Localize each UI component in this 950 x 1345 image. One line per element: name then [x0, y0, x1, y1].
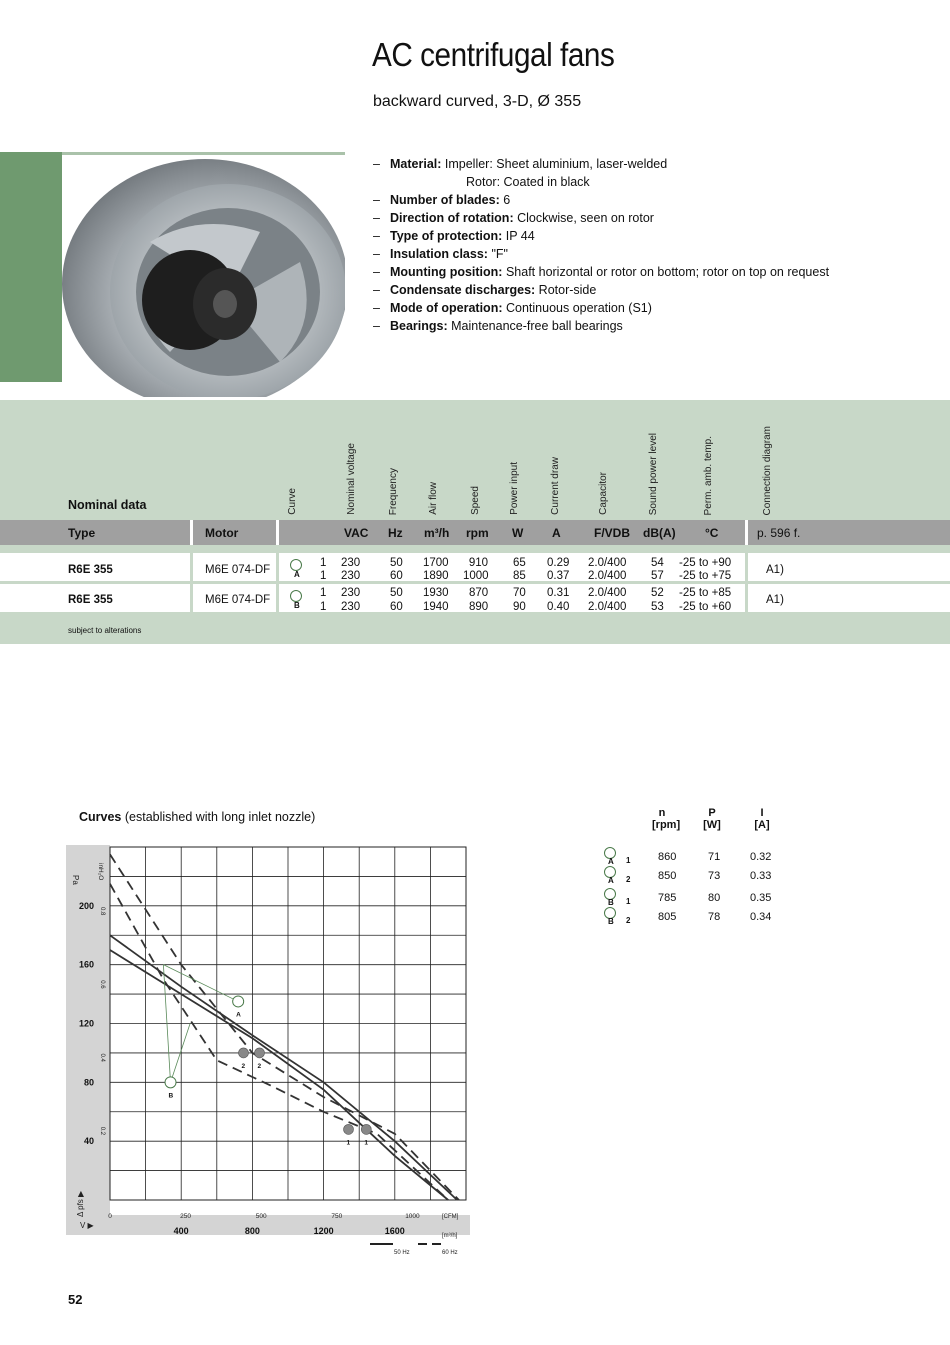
- spec-item: – Mounting position: Shaft horizontal or rotor on bottom; rotor on top on request: [373, 265, 830, 279]
- row-a-1: 0.29: [547, 557, 570, 569]
- row-phase-2: 1: [320, 601, 327, 613]
- pt-curve-label: A: [608, 876, 614, 885]
- col-conn: p. 596 f.: [757, 526, 801, 540]
- operating-point-b: [165, 1077, 176, 1088]
- col-motor: Motor: [205, 526, 239, 540]
- row-phase-1: 1: [320, 587, 327, 599]
- pt-p-value: 73: [708, 870, 721, 882]
- divider: [745, 520, 748, 545]
- pt-n-value: 805: [658, 911, 677, 923]
- chart-grid: [110, 847, 466, 1200]
- spec-item-continued: Rotor: Coated in black: [466, 175, 590, 189]
- col-flow: m³/h: [424, 526, 450, 540]
- pt-curve-label: A: [608, 857, 614, 866]
- operating-point-2: [239, 1048, 249, 1058]
- row-temp-1: -25 to +90: [679, 557, 732, 569]
- y-tick-pa: 80: [83, 1077, 94, 1088]
- operating-point-label: A: [236, 1011, 241, 1019]
- cfm-unit: [CFM]: [442, 1214, 459, 1220]
- y-tick-inh2o: 0.8: [98, 907, 105, 916]
- row-hz-1: 50: [390, 557, 403, 569]
- row-a-2: 0.37: [547, 570, 570, 582]
- row-hz-1: 50: [390, 587, 403, 599]
- row-rpm-2: 890: [469, 601, 489, 613]
- row-vac-2: 230: [341, 570, 361, 582]
- curve-label: B: [294, 601, 300, 610]
- spec-item: – Condensate discharges: Rotor-side: [373, 283, 597, 297]
- row-hz-2: 60: [390, 601, 403, 613]
- x-tick-cfm: 0: [108, 1213, 112, 1220]
- header-capacitor: Capacitor: [598, 472, 609, 515]
- row-temp-2: -25 to +60: [679, 601, 732, 613]
- row-db-1: 54: [651, 557, 664, 569]
- header-air-flow: Air flow: [428, 482, 439, 515]
- y-tick-inh2o: 0.6: [99, 980, 106, 989]
- pt-p-value: 80: [708, 892, 721, 904]
- header-nominal-voltage: Nominal voltage: [346, 443, 357, 515]
- row-vac-2: 230: [341, 601, 361, 613]
- curves-title: Curves (established with long inlet nozzle): [79, 810, 316, 824]
- row-db-1: 52: [651, 587, 664, 599]
- row-hz-2: 60: [390, 570, 403, 582]
- divider: [745, 584, 748, 612]
- spec-item: – Mode of operation: Continuous operation (S1): [373, 301, 652, 315]
- spec-item: – Bearings: Maintenance-free ball bearings: [373, 319, 623, 333]
- performance-chart: [66, 845, 470, 1261]
- x-tick-m3h: 400: [173, 1226, 189, 1236]
- pt-col-i: I [A]: [754, 807, 770, 831]
- row-vac-1: 230: [341, 557, 361, 569]
- row-conn: A1): [766, 564, 784, 576]
- x-tick-m3h: 1600: [384, 1226, 405, 1236]
- pt-col-p: P [W]: [703, 807, 721, 831]
- operating-point-label: 2: [241, 1062, 246, 1070]
- row-flow-2: 1890: [423, 570, 449, 582]
- y-tick-pa: 160: [78, 959, 94, 970]
- nominal-data-label: Nominal data: [68, 498, 147, 512]
- x-tick-cfm: 250: [180, 1213, 192, 1220]
- y-unit-pa: Pa: [71, 875, 80, 885]
- row-w-2: 90: [513, 601, 526, 613]
- fan-photo: [0, 152, 345, 397]
- curve-label: A: [294, 570, 300, 579]
- spec-item: – Material: Impeller: Sheet aluminium, laser-welded: [373, 157, 668, 171]
- pt-index: 2: [626, 875, 631, 884]
- divider: [276, 520, 279, 545]
- header-speed: Speed: [470, 486, 481, 515]
- y-tick-pa: 120: [78, 1018, 94, 1029]
- divider: [190, 553, 193, 581]
- header-amb-temp: Perm. amb. temp.: [703, 435, 714, 515]
- x-tick-cfm: 500: [255, 1213, 267, 1220]
- row-phase-2: 1: [320, 570, 327, 582]
- row-phase-1: 1: [320, 557, 327, 569]
- header-sound-power: Sound power level: [648, 432, 659, 515]
- page-title: AC centrifugal fans: [372, 36, 615, 73]
- operating-point-2: [255, 1048, 265, 1058]
- col-type: Type: [68, 526, 96, 540]
- pt-i-value: 0.35: [750, 892, 772, 904]
- row-type: R6E 355: [68, 594, 113, 606]
- operating-point-label: 2: [257, 1062, 262, 1070]
- pt-n-value: 785: [658, 892, 677, 904]
- x-axis-label: V ▶: [80, 1221, 94, 1230]
- header-connection: Connection diagram: [762, 425, 773, 515]
- row-w-2: 85: [513, 570, 526, 582]
- row-motor: M6E 074-DF: [205, 564, 271, 576]
- row-cap-1: 2.0/400: [588, 557, 627, 569]
- col-a: A: [552, 526, 561, 540]
- divider: [190, 520, 193, 545]
- divider: [745, 553, 748, 581]
- operating-point-label: B: [168, 1092, 174, 1100]
- row-flow-1: 1930: [423, 587, 449, 599]
- pt-col-n: n [rpm]: [652, 807, 681, 831]
- pt-index: 1: [626, 897, 631, 906]
- operating-point-a: [233, 996, 244, 1007]
- spec-item: – Direction of rotation: Clockwise, seen on rotor: [373, 211, 654, 225]
- row-vac-1: 230: [341, 587, 361, 599]
- row-rpm-2: 1000: [463, 570, 489, 582]
- col-vac: VAC: [344, 526, 369, 540]
- pt-index: 2: [626, 916, 631, 925]
- header-curve: Curve: [287, 488, 298, 515]
- spec-item: – Insulation class: "F": [373, 247, 508, 261]
- spec-list: [373, 155, 933, 335]
- row-rpm-1: 870: [469, 587, 489, 599]
- spec-item: – Number of blades: 6: [373, 193, 511, 207]
- pt-i-value: 0.34: [750, 911, 772, 923]
- legend-60hz: 60 Hz: [442, 1250, 458, 1256]
- x-tick-m3h: 800: [244, 1226, 260, 1236]
- row-motor: M6E 074-DF: [205, 594, 271, 606]
- y-tick-inh2o: 0.2: [99, 1126, 106, 1136]
- col-rpm: rpm: [466, 526, 489, 540]
- pt-n-value: 860: [658, 851, 677, 863]
- x-tick-m3h: 1200: [313, 1226, 334, 1236]
- col-db: dB(A): [643, 526, 676, 540]
- header-current-draw: Current draw: [550, 457, 561, 515]
- m3h-unit: [m³/h]: [442, 1233, 458, 1239]
- row-cap-2: 2.0/400: [588, 601, 627, 613]
- y-tick-pa: 40: [83, 1136, 94, 1147]
- row-db-2: 57: [651, 570, 664, 582]
- divider: [276, 553, 279, 581]
- col-cap: F/VDB: [594, 526, 630, 540]
- y-unit-inh2o: inH₂O: [97, 863, 104, 881]
- row-flow-2: 1940: [423, 601, 449, 613]
- pt-curve-label: B: [608, 917, 614, 926]
- operating-point-1: [344, 1124, 354, 1134]
- pt-i-value: 0.33: [750, 870, 772, 882]
- y-axis-label: Δ pfs ▶: [76, 1190, 85, 1217]
- page-number: 52: [68, 1292, 83, 1307]
- col-w: W: [512, 526, 524, 540]
- header-frequency: Frequency: [388, 467, 399, 515]
- pt-index: 1: [626, 856, 631, 865]
- row-cap-1: 2.0/400: [588, 587, 627, 599]
- row-temp-2: -25 to +75: [679, 570, 732, 582]
- header-power-input: Power input: [509, 462, 520, 515]
- y-tick-inh2o: 0.4: [98, 1053, 105, 1062]
- col-hz: Hz: [388, 526, 403, 540]
- alterations-note: subject to alterations: [68, 626, 142, 635]
- operating-point-1: [361, 1124, 371, 1134]
- row-db-2: 53: [651, 601, 664, 613]
- x-tick-cfm: 750: [331, 1213, 343, 1220]
- row-a-1: 0.31: [547, 587, 570, 599]
- row-rpm-1: 910: [468, 557, 488, 569]
- pt-p-value: 78: [708, 911, 721, 923]
- pt-p-value: 71: [708, 851, 721, 863]
- operating-point-label: 1: [364, 1139, 368, 1147]
- row-w-1: 70: [513, 587, 526, 599]
- row-type: R6E 355: [68, 564, 113, 576]
- row-temp-1: -25 to +85: [679, 587, 732, 599]
- pt-i-value: 0.32: [750, 851, 772, 863]
- spec-item: – Type of protection: IP 44: [373, 229, 535, 243]
- x-tick-cfm: 1000: [405, 1213, 420, 1220]
- row-conn: A1): [766, 594, 784, 606]
- operating-point-label: 1: [346, 1139, 351, 1147]
- divider: [190, 584, 193, 612]
- legend-50hz: 50 Hz: [394, 1250, 410, 1256]
- row-cap-2: 2.0/400: [588, 570, 627, 582]
- page-subtitle: backward curved, 3-D, Ø 355: [373, 93, 582, 110]
- divider: [276, 584, 279, 612]
- col-temp: °C: [705, 526, 719, 540]
- pt-curve-label: B: [608, 898, 614, 907]
- row-w-1: 65: [513, 557, 526, 569]
- pt-n-value: 850: [658, 870, 677, 882]
- row-flow-1: 1700: [423, 557, 449, 569]
- y-tick-pa: 200: [78, 900, 94, 911]
- row-a-2: 0.40: [547, 601, 570, 613]
